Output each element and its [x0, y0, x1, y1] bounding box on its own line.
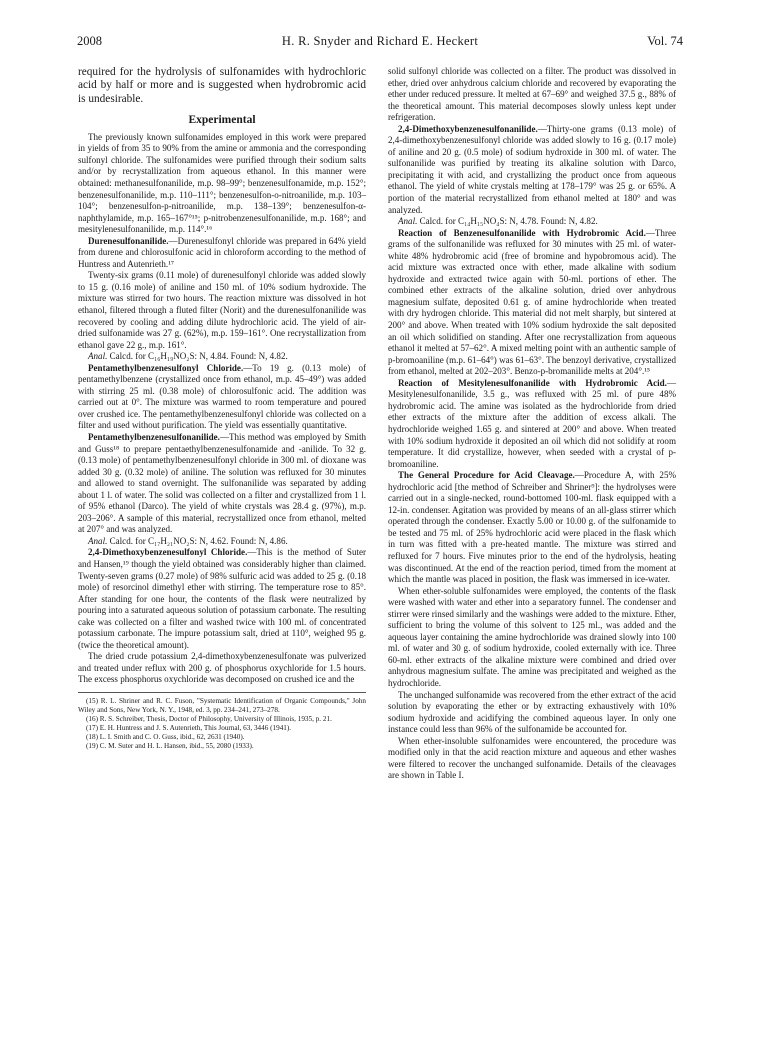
subhead-dimethoxy-chloride: 2,4-Dimethoxybenzenesulfonyl Chloride. [88, 547, 248, 558]
paragraph-mesitylene: Reaction of Mesitylenesulfonanilide with Hydrobromic Acid.—Mesitylenesulfonanilide, 3.5 g., was refluxed with 25 ml. of pure 48% hydrobromic acid. The amine was isolated as the hydrochloride from dried ether extracts of the mixture after the addition of excess alkali. The hydrochloride weighed 1.65 g. and sintered at 200° and above. When treated with 10% sodium hydroxide it deposited an oil which did not solidify at room temperature. It did crystallize, however, when seeded with a crystal of p-bromoaniline. [388, 377, 676, 469]
section-title: Experimental [188, 114, 256, 127]
paragraph-ether-insoluble: When ether-insoluble sulfonamides were encountered, the procedure was modified only in that the acid reaction mixture and aqueous and ether washes were filtered to recover the unchanged sulfonamide. Details of the cleavages are shown in Table I. [388, 735, 676, 781]
footnote-19: (19) C. M. Suter and H. L. Hansen, ibid., 55, 2080 (1933). [86, 742, 254, 751]
paragraph-durenesulfonanilide: Durenesulfonanilide.—Durenesulfonyl chloride was prepared in 64% yield from durene and chlorosulfonic acid in chloroform according to the method of Huntress and Autenrieth.¹⁷ [78, 235, 366, 269]
analysis-dimethoxy: Anal. Calcd. for C₁₄H₁₅NO₄S: N, 4.78. Found: N, 4.82. [398, 216, 598, 227]
running-header [77, 34, 683, 52]
page-number: 2008 [77, 34, 102, 48]
subhead-pentamethyl-anilide: Pentamethylbenzenesulfonanilide. [88, 431, 220, 442]
paragraph-hydrobromic: Reaction of Benzenesulfonanilide with Hydrobromic Acid.—Three grams of the sulfonanilide was refluxed for 30 minutes with 25 ml. of water-white 48% hydrobromic acid (free of bromine and hypobromous acid). The acid mixture was extracted once with ether, made alkaline with sodium hydroxide and extracted twice again with 50-ml. portions of ether. The combined ether extracts of the alkaline solution, dried over anhydrous magnesium sulfate, deposited 0.61 g. of amine hydrochloride when treated with dry hydrogen chloride. This material did not melt sharply, but sintered at 200° and above. When treated with 10% sodium hydroxide the salt deposited an oil which solidified on standing. After one recrystallization from aqueous ethanol it melted at 57–62°. A mixed melting point with an authentic sample of p-bromoaniline (m.p. 61–64°) was 61–63°. The benzoyl derivative, crystallized from ethanol, melted at 202–203°. Benzo-p-bromanilide melts at 204°.¹⁵ [388, 227, 676, 377]
footnote-18: (18) L. I. Smith and C. O. Guss, ibid., 62, 2631 (1940). [86, 733, 245, 742]
subhead-mesitylene: Reaction of Mesitylenesulfonanilide with Hydrobromic Acid. [398, 377, 667, 388]
subhead-dimethoxy-anilide: 2,4-Dimethoxybenzenesulfonanilide. [398, 123, 538, 134]
footnote-divider [78, 692, 366, 693]
left-column [78, 66, 366, 752]
paragraph-dimethoxy-chloride: 2,4-Dimethoxybenzenesulfonyl Chloride.—This is the method of Suter and Hansen,¹⁹ though the yield obtained was considerably higher than claimed. Twenty-seven grams (0.27 mole) of 98% sulfuric acid was added to 25 g. (0.18 mole) of resorcinol dimethyl ether with stirring. The temperature rose to 85°. After standing for one hour, the contents of the flask were neutralized by pouring into a saturated aqueous solution of potassium carbonate. The resulting cake was collected on a filter and washed twice with 100 ml. of concentrated potassium carbonate. The impure potassium salt, dried at 110°, weighed 95 g. (twice the theoretical amount). [78, 547, 367, 650]
subhead-hydrobromic: Reaction of Benzenesulfonanilide with Hydrobromic Acid. [398, 227, 646, 238]
paragraph-continued: solid sulfonyl chloride was collected on a filter. The product was dissolved in ether, dried over anhydrous calcium chloride and recovered by evaporating the ether under reduced pressure. It melted at 67–69° and weighed 37.5 g., 88% of the theoretical amount. This material decomposes slowly unless kept under refrigeration. [388, 66, 676, 123]
paragraph-pentamethyl-anilide: Pentamethylbenzenesulfonanilide.—This method was employed by Smith and Guss¹⁸ to prepare pentaethylbenzenesulfonamide and -anilide. To 32 g. (0.13 mole) of pentamethylbenzenesulfonyl chloride in 300 ml. of dioxane was added 30 g. (0.32 mole) of aniline. The solution was refluxed for 30 minutes and allowed to stand overnight. The sulfonanilide was separated by adding about 1 l. of water. The solid was collected on a filter and crystallized from 1 l. of 95% ethanol (Darco). The yield of white crystals was 28.4 g. (97%), m.p. 203–206°. A sample of this material, recrystallized once from ethanol, melted at 207° and was analyzed. [78, 431, 366, 535]
paragraph-ether-soluble: When ether-soluble sulfonamides were employed, the contents of the flask were washed with water and ether into a separatory funnel. The condenser and stirrer were rinsed similarly and the washings were added to the mixture. Ether, sufficient to bring the volume of this solvent to 125 ml., was added and the aqueous layer containing the amine hydrochloride was drained slowly into 100 ml. of water and 30 g. of sodium hydroxide, cooled externally with ice. Three 60-ml. ether extracts of the alkaline mixture were combined and dried over anhydrous magnesium sulfate. The amine was precipitated and weighed as the hydrochloride. [388, 585, 676, 688]
footnote-16: (16) R. S. Schreiber, Thesis, Doctor of Philosophy, University of Illinois, 1935, p. 21. [86, 715, 332, 724]
subhead-durenesulfonanilide: Durenesulfonanilide. [88, 235, 169, 246]
footnotes [78, 697, 366, 752]
paragraph-dimethoxy-anilide: 2,4-Dimethoxybenzenesulfonanilide.—Thirty-one grams (0.13 mole) of 2,4-dimethoxybenzenesulfonyl chloride was added slowly to 16 g. (0.17 mole) of aniline and 20 g. (0.5 mole) of sodium hydroxide in 300 ml. of water. The sulfonanilide was purified by treating its alkaline solution with Darco, precipitating it with acid, and crystallizing the product once from aqueous ethanol. The yield of white crystals melting at 178–179° was 25 g. or 65%. A portion of the material recrystallized from ethanol melted at 180° and was analyzed. [388, 123, 676, 215]
subhead-pentamethyl-chloride: Pentamethylbenzenesulfonyl Chloride. [88, 362, 244, 373]
paragraph-durene-procedure: Twenty-six grams (0.11 mole) of durenesulfonyl chloride was added slowly to 15 g. (0.16 mole) of aniline and 150 ml. of 10% sodium hydroxide. The mixture was stirred for two hours. The reaction mixture was dissolved in hot ethanol, filtered through a fluted filter (Norit) and the durenesulfonanilide was recovered by cooling and adding dilute hydrochloric acid. The yield of air-dried sulfonamide was 27 g. (62%), m.p. 159–161°. One recrystallization from ethanol gave 22 g., m.p. 161°. [78, 270, 366, 350]
paragraph-dimethoxy-procedure: The dried crude potassium 2,4-dimethoxybenzenesulfonate was pulverized and treated under reflux with 200 g. of phosphorus oxychloride for 1.5 hours. The excess phosphorus oxychloride was decomposed on crushed ice and the [78, 651, 366, 685]
intro-paragraph: required for the hydrolysis of sulfonamides with hydrochloric acid by half or more and is suggested when hydrobromic acid is undesirable. [78, 66, 366, 105]
paragraph-general-procedure: The General Procedure for Acid Cleavage.—Procedure A, with 25% hydrochloric acid [the method of Schreiber and Shriner⁹]: the hydrolyses were carried out in a single-necked, round-bottomed 100-ml. flask equipped with a 12-in. condenser. Agitation was provided by means of an all-glass stirrer which operated through the condenser. Exactly 5.00 or 10.00 g. of the sulfonamide to be tested and 75 ml. of 25% hydrochloric acid were placed in the flask which in turn was fitted with a pre-heated mantle. The mixture was stirred and refluxed for 7 hours. Five minutes prior to the end of the hydrolysis, heating was discontinued. At the end of the reaction period, timed from the moment at which the mantle was placed in position, the flask was immersed in ice-water. [388, 470, 676, 585]
paragraph-pentamethyl-chloride: Pentamethylbenzenesulfonyl Chloride.—To 19 g. (0.13 mole) of pentamethylbenzene (crystallized once from ethanol, m.p. 45–49°) was added with stirring 25 ml. (0.38 mole) of chlorosulfonic acid. The addition was carried out at 0°. The mixture was warmed to room temperature and poured over crushed ice. The pentamethylbenzenesulfonyl chloride was collected on a filter and used without purification. The yield was essentially quantitative. [78, 362, 366, 431]
paragraph-unchanged: The unchanged sulfonamide was recovered from the ether extract of the acid solution by evaporating the ether or by extracting exhaustively with 10% sodium hydroxide and acidifying the combined aqueous layer. In only one instance could less than 96% of the sulfonamide be accounted for. [388, 689, 676, 735]
right-column [388, 66, 676, 782]
analysis-durene: Anal. Calcd. for C₁₆H₁₉NO₂S: N, 4.84. Found: N, 4.82. [88, 351, 288, 362]
running-title: H. R. Snyder and Richard E. Heckert [281, 34, 479, 48]
volume-label: Vol. 74 [647, 34, 683, 48]
analysis-pentamethyl: Anal. Calcd. for C₁₇H₂₁NO₂S: N, 4.62. Found: N, 4.86. [88, 535, 288, 546]
footnote-15: (15) R. L. Shriner and R. C. Fuson, "Systematic Identification of Organic Compounds," John Wiley and Sons, New York, N. Y., 1948, ed. 3, pp. 234–241, 273–278. [78, 697, 366, 715]
subhead-general-procedure: The General Procedure for Acid Cleavage. [398, 470, 575, 481]
paragraph-known-sulfonamides: The previously known sulfonamides employed in this work were prepared in yields of from 35 to 90% from the amine or ammonia and the corresponding sulfonyl chloride. The sulfonamides were purified through their sodium salts and/or by recrystallization from aqueous ethanol. In this manner were obtained: methanesulfonanilide, m.p. 98–99°; benzenesulfonamide, m.p. 152°; benzenesulfonanilide, m.p. 110–111°; benzenesulfon-o-nitroanilide, m.p. 103–104°; benzenesulfon-p-nitroanilide, m.p. 138–139°; benzenesulfon-α-naphthylamide, m.p. 165–167°¹⁵; p-nitrobenzenesulfonanilide, m.p. 168°; and mesitylenesulfonanilide, m.p. 114°.¹⁶ [78, 131, 366, 235]
footnote-17: (17) E. H. Huntress and J. S. Autenrieth, This Journal, 63, 3446 (1941). [86, 724, 292, 733]
